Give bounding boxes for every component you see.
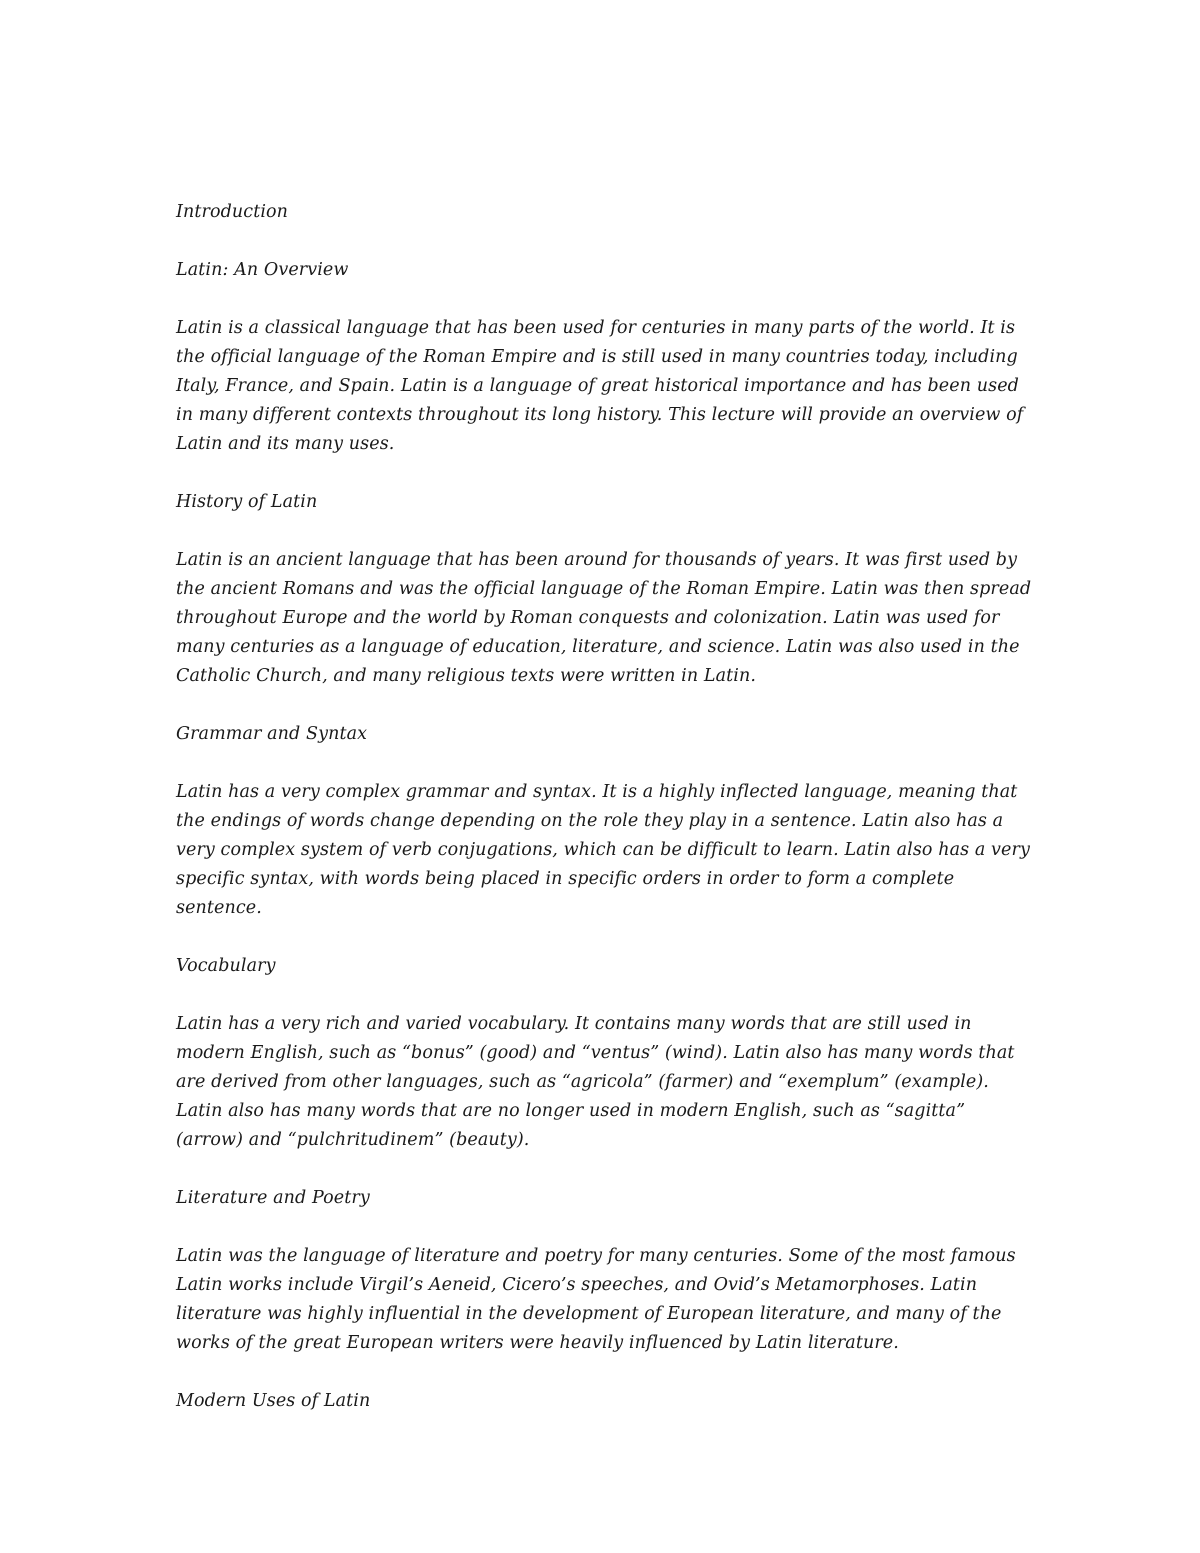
paragraph-overview: Latin is a classical language that has been used for centuries in many parts of the world. It is the official language of the Roman Empire and is still used in many countries today, including Italy, France, and Spain. Latin is a language of great historical importance and has been used in many different contexts throughout its long history. This lecture will provide an overview of Latin and its many uses. bbox=[176, 318, 1024, 454]
section-heading-overview: Latin: An Overview bbox=[176, 260, 349, 280]
paragraph-literature: Latin was the language of literature and poetry for many centuries. Some of the most famous Latin works include Virgil’s Aeneid, Cicero’s speeches, and Ovid’s Metamorphoses. Latin literature was highly influential in the development of European literature, and many of the works of the great European writers were heavily influenced by Latin literature. bbox=[176, 1246, 1016, 1353]
section-heading-introduction: Introduction bbox=[176, 202, 289, 222]
section-heading-modern-uses: Modern Uses of Latin bbox=[176, 1391, 371, 1411]
section-heading-history: History of Latin bbox=[176, 492, 318, 512]
section-heading-vocabulary: Vocabulary bbox=[176, 956, 276, 976]
paragraph-history: Latin is an ancient language that has been around for thousands of years. It was first used by the ancient Romans and was the official language of the Roman Empire. Latin was then spread throughout Europe and the world by Roman conquests and colonization. Latin was used for many centuries as a language of education, literature, and science. Latin was also used in the Catholic Church, and many religious texts were written in Latin. bbox=[176, 550, 1032, 686]
paragraph-grammar: Latin has a very complex grammar and syntax. It is a highly inflected language, meaning that the endings of words change depending on the role they play in a sentence. Latin also has a very complex system of verb conjugations, which can be difficult to learn. Latin also has a very specific syntax, with words being placed in specific orders in order to form a complete sentence. bbox=[176, 782, 1030, 918]
paragraph-vocabulary: Latin has a very rich and varied vocabulary. It contains many words that are still used in modern English, such as “bonus” (good) and “ventus” (wind). Latin also has many words that are derived from other languages, such as “agricola” (farmer) and “exemplum” (example). Latin also has many words that are no longer used in modern English, such as “sagitta” (arrow) and “pulchritudinem” (beauty). bbox=[176, 1014, 1015, 1150]
section-heading-literature: Literature and Poetry bbox=[176, 1188, 370, 1208]
document-body bbox=[176, 198, 1036, 1445]
section-heading-grammar: Grammar and Syntax bbox=[176, 724, 368, 744]
